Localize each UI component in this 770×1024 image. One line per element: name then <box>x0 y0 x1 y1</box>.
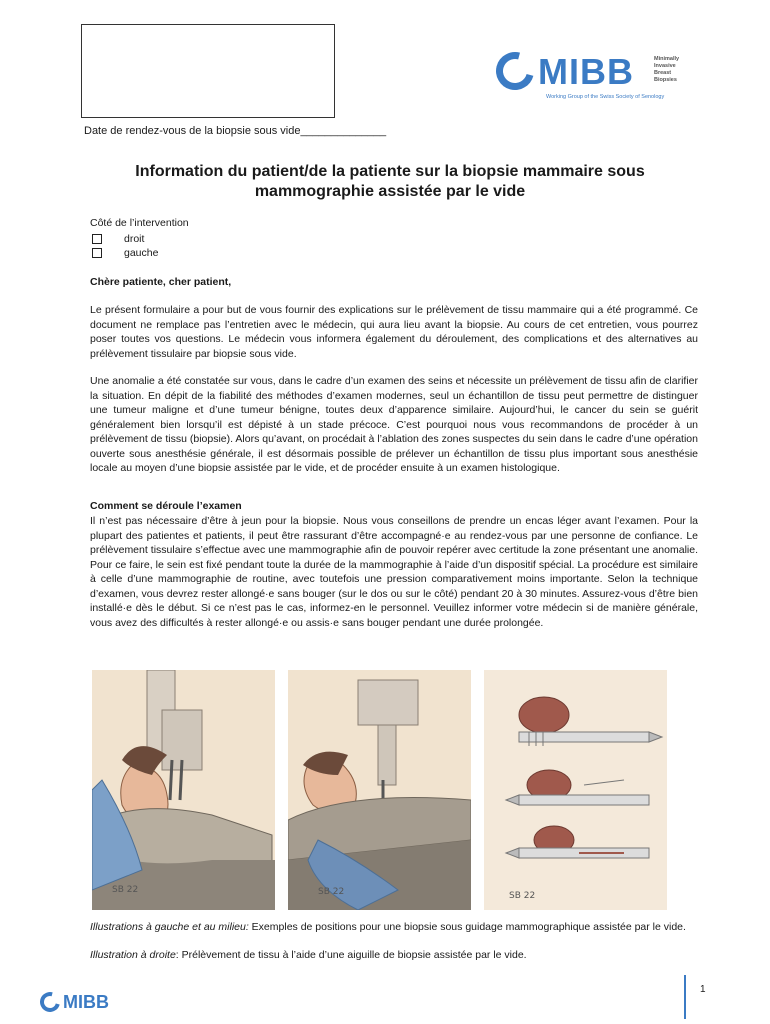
signature: SB 22 <box>318 887 345 897</box>
footer-logo-ring-icon <box>36 988 63 1015</box>
logo-subtitle: Working Group of the Swiss Society of Senology <box>546 94 665 100</box>
option-droit: droit <box>124 233 145 245</box>
illustration-right <box>484 670 667 910</box>
appointment-date-line[interactable]: Date de rendez-vous de la biopsie sous vide______________ <box>84 125 387 137</box>
illustration-left <box>92 670 275 910</box>
caption-right: Illustration à droite: Prélèvement de tissu à l’aide d’une aiguille de biopsie assistée par le vide. <box>90 949 527 961</box>
section-heading: Comment se déroule l’examen <box>90 500 242 512</box>
caption-left-middle: Illustrations à gauche et au milieu: Exemples de positions pour une biopsie sous guidage mammographique assistée par le vide. <box>90 921 686 933</box>
logo-letters: MIBB <box>538 51 634 92</box>
paragraph-intro: Le présent formulaire a pour but de vous fournir des explications sur le prélèvement de tissu mammaire qui a été programmé. Ce document ne remplace pas l’entretien avec le médecin, qui aura lieu avant la biopsie. Au cours de cet entretien, vous pourrez poser toutes vos questions. Le médecin vous informera également du déroulement, des complications et des alternatives au prélèvement tissulaire par biopsie sous vide. <box>90 304 698 360</box>
footer-logo <box>40 990 140 1016</box>
side-label: Côté de l’intervention <box>90 217 189 229</box>
signature: SB 22 <box>509 891 536 901</box>
mibb-logo <box>496 50 696 106</box>
illustration-middle <box>288 670 471 910</box>
section-text: Il n’est pas nécessaire d’être à jeun pour la biopsie. Nous vous conseillons de prendre un encas léger avant l’examen. Pour la plupart des patientes et patients, il peut être rassurant d’être accompagné·e au rendez-vous par une personne de confiance. Le prélèvement tissulaire s’effectue avec une mammographie afin de pouvoir repérer avec certitude la zone présentant une anomalie. Pour ce faire, le sein est fixé pendant toute la durée de la mammographie à l’aide d’un dispositif spécial. La procédure est similaire à celle d’une mammographie de routine, avec toutefois une pression comparativement moins importante. Selon la technique d’examen, vous devrez rester allongé·e sans bouger (sur le dos ou sur le côté) pendant 20 à 30 minutes. Assurez-vous d’être bien installé·e dès le début. Si ce n’est pas le cas, informez-en le personnel. Veuillez informer votre médecin si de manière générale, vous avez des difficultés à rester allongé·e ou assis·e sans bouger pendant une durée prolongée. <box>90 515 698 629</box>
checkbox-droit[interactable] <box>92 234 102 244</box>
footer-logo-letters: MIBB <box>63 992 109 1012</box>
checkbox-gauche[interactable] <box>92 248 102 258</box>
greeting: Chère patiente, cher patient, <box>90 276 232 288</box>
page-number: 1 <box>700 984 706 995</box>
option-gauche: gauche <box>124 247 159 259</box>
page-divider <box>684 975 686 1019</box>
logo-tagline: Minimally Invasive Breast Biopsies <box>654 56 680 83</box>
stamp-box <box>81 24 335 118</box>
logo-ring-icon <box>489 45 541 97</box>
page-title: Information du patient/de la patiente sur la biopsie mammaire sous mammographie assistée par le vide <box>135 163 645 200</box>
signature: SB 22 <box>112 885 139 895</box>
paragraph-anomaly: Une anomalie a été constatée sur vous, dans le cadre d’un examen des seins et nécessite un prélèvement de tissu afin de clarifier la situation. En dépit de la fiabilité des méthodes d’examen modernes, seul un échantillon de tissu peut permettre de distinguer une tumeur maligne et d’une tumeur bénigne, toutes deux d’apparence similaire. Aujourd’hui, le cancer du sein se guérit généralement bien lorsqu’il est dépisté à un stade précoce. C’est pourquoi nous vous recommandons de procéder à un prélèvement de tissu (biopsie). Alors qu’avant, on procédait à l’ablation des zones suspectes du sein dans le cadre d’une opération ouverte sous anesthésie générale, il est désormais possible de prélever un échantillon de tissu plus important sous anesthésie locale au moyen d’une biopsie assistée par le vide, et de procéder ensuite à un examen histologique. <box>90 375 698 474</box>
